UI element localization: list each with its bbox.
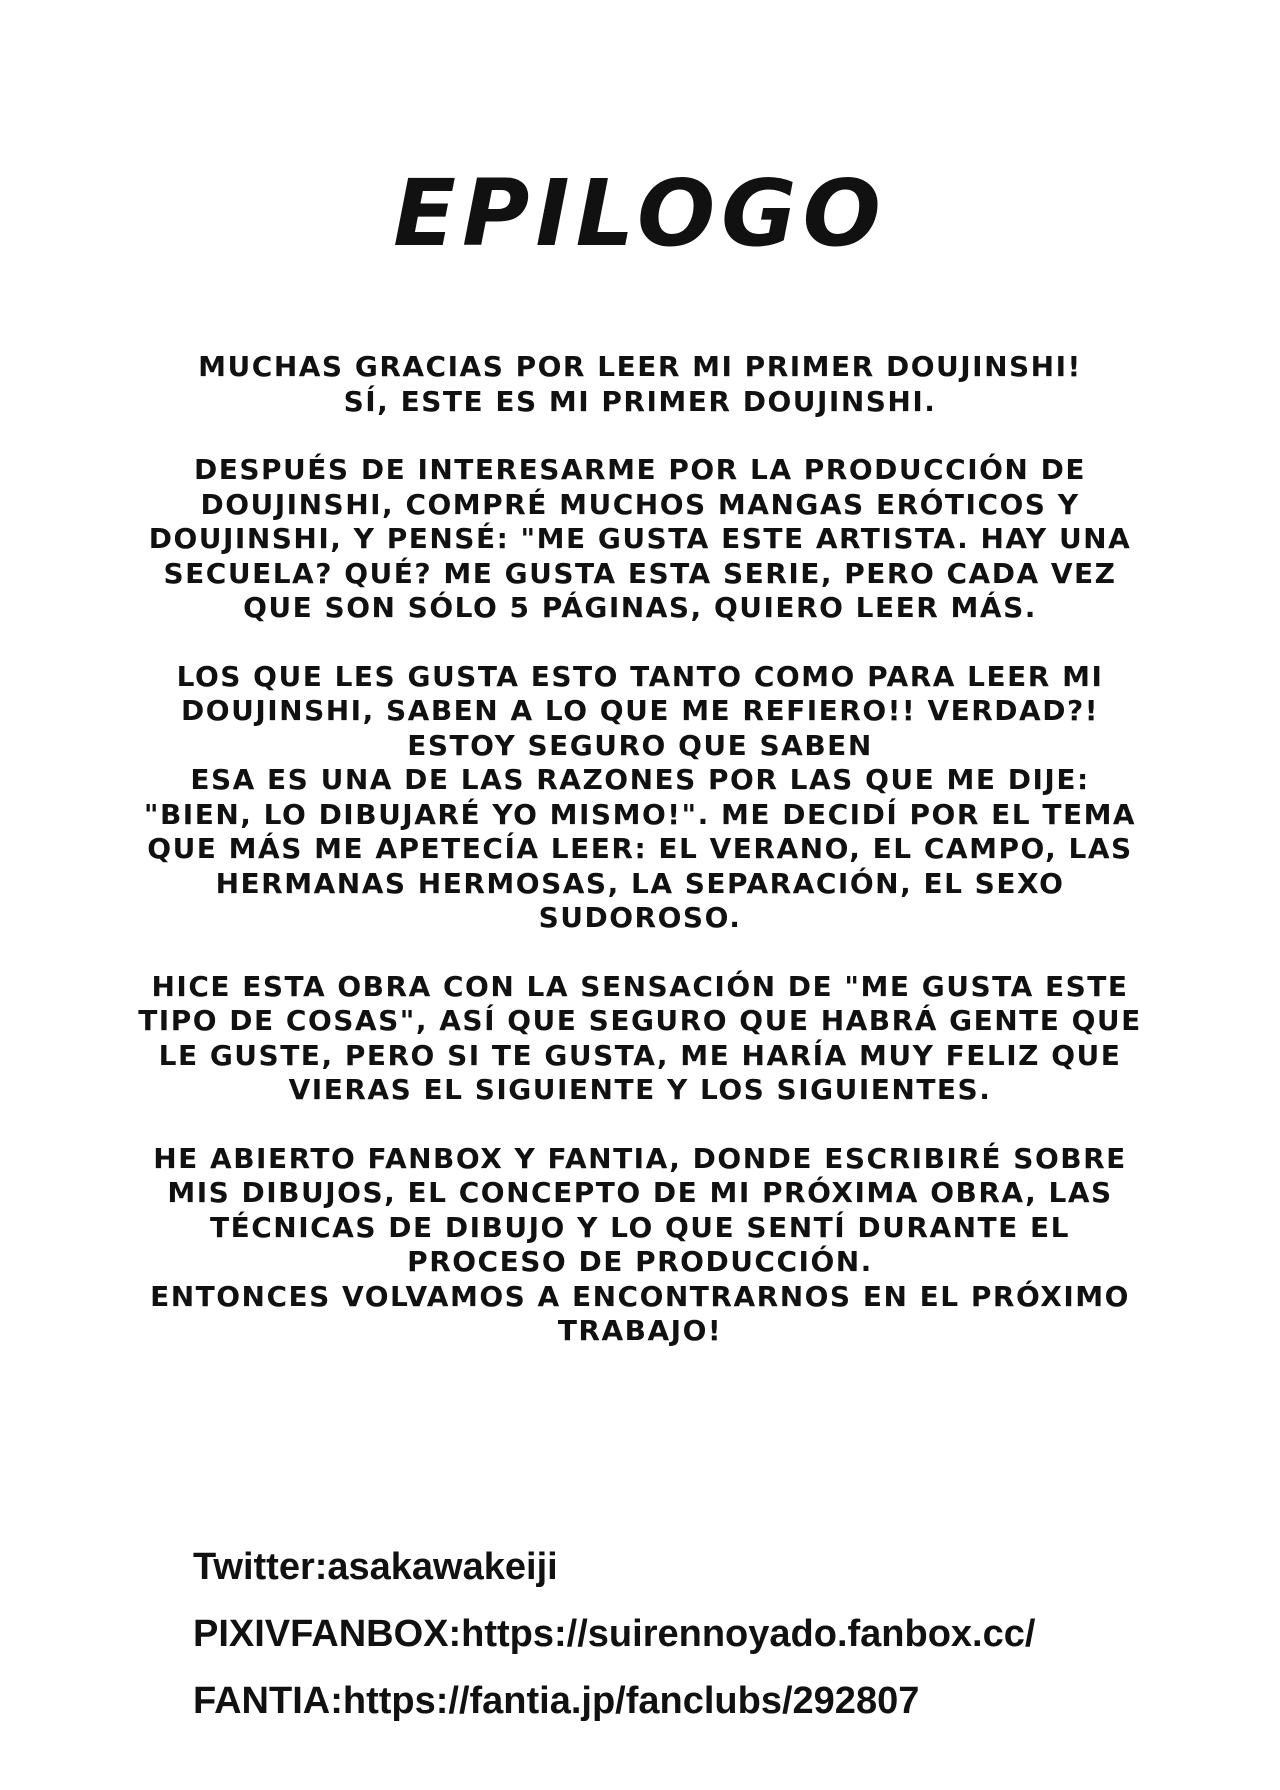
paragraph-2 [100,453,1180,626]
paragraph-1 [100,350,1180,419]
page-title: EPILOGO [393,160,887,267]
text-line: LE GUSTE, PERO SI TE GUSTA, ME HARÍA MUY FELIZ QUE [158,1038,1122,1072]
text-line: TIPO DE COSAS", ASÍ QUE SEGURO QUE HABRÁ GENTE QUE [138,1004,1142,1037]
text-line: HICE ESTA OBRA CON LA SENSACIÓN DE "ME GUSTA ESTE [151,969,1129,1003]
epilogue-text [100,350,1180,1383]
text-line: MUCHAS GRACIAS POR LEER MI PRIMER DOUJINSHI! [198,350,1082,383]
social-links [193,1548,1193,1749]
text-line: TÉCNICAS DE DIBUJO Y LO QUE SENTÍ DURANTE EL [210,1210,1070,1244]
text-line: DOUJINSHI, COMPRÉ MUCHOS MANGAS ERÓTICOS Y [200,487,1080,521]
text-line: DOUJINSHI, SABEN A LO QUE ME REFIERO!! VERDAD?! [181,694,1099,727]
text-line: MIS DIBUJOS, EL CONCEPTO DE MI PRÓXIMA OBRA, LAS [167,1176,1113,1209]
text-line: "BIEN, LO DIBUJARÉ YO MISMO!". ME DECIDÍ POR EL TEMA [143,797,1137,831]
paragraph-3 [100,660,1180,936]
text-line: LOS QUE LES GUSTA ESTO TANTO COMO PARA LEER MI [176,659,1104,693]
text-line: HE ABIERTO FANBOX Y FANTIA, DONDE ESCRIBIRÉ SOBRE [153,1141,1127,1175]
text-line: ESTOY SEGURO QUE SABEN [407,728,873,762]
text-line: SUDOROSO. [538,901,742,934]
text-line: QUE SON SÓLO 5 PÁGINAS, QUIERO LEER MÁS. [243,591,1037,624]
twitter-link: Twitter:asakawakeiji [193,1546,558,1588]
text-line: PROCESO DE PRODUCCIÓN. [407,1245,873,1278]
pixivfanbox-link: PIXIVFANBOX:https://suirennoyado.fanbox.cc/ [193,1613,1036,1655]
paragraph-5 [100,1142,1180,1349]
text-line: ESA ES UNA DE LAS RAZONES POR LAS QUE ME DIJE: [190,763,1090,796]
text-line: ENTONCES VOLVAMOS A ENCONTRARNOS EN EL PRÓXIMO [150,1279,1130,1313]
text-line: SECUELA? QUÉ? ME GUSTA ESTA SERIE, PERO CADA VEZ [163,556,1117,590]
fantia-link: FANTIA:https://fantia.jp/fanclubs/292807 [193,1680,920,1722]
text-line: DOUJINSHI, Y PENSÉ: "ME GUSTA ESTE ARTISTA. HAY UNA [148,522,1132,555]
text-line: SÍ, ESTE ES MI PRIMER DOUJINSHI. [343,384,937,418]
text-line: QUE MÁS ME APETECÍA LEER: EL VERANO, EL CAMPO, LAS [147,832,1133,865]
text-line: HERMANAS HERMOSAS, LA SEPARACIÓN, EL SEXO [215,866,1065,900]
text-line: DESPUÉS DE INTERESARME POR LA PRODUCCIÓN DE [194,453,1086,486]
paragraph-4 [100,970,1180,1108]
text-line: VIERAS EL SIGUIENTE Y LOS SIGUIENTES. [288,1073,992,1106]
text-line: TRABAJO! [557,1314,723,1347]
